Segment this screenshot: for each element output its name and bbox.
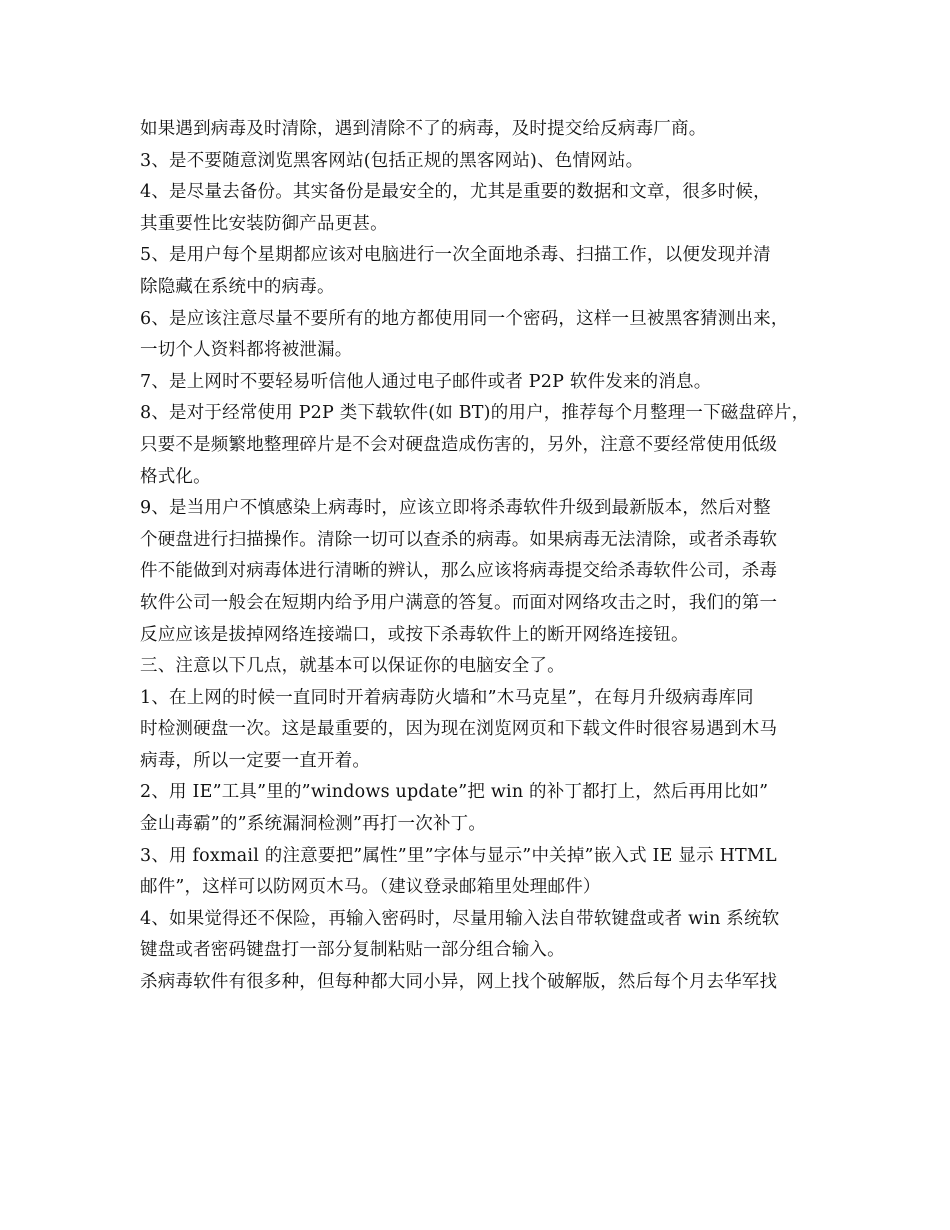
text-line: 4、是尽量去备份。其实备份是最安全的，尤其是重要的数据和文章，很多时候， <box>140 182 771 203</box>
text-line: 反应应该是拔掉网络连接端口，或按下杀毒软件上的断开网络连接钮。 <box>140 624 689 645</box>
text-line: 只要不是频繁地整理碎片是不会对硬盘造成伤害的，另外，注意不要经常使用低级 <box>140 434 778 455</box>
text-line: 时检测硬盘一次。这是最重要的，因为现在浏览网页和下载文件时很容易遇到木马 <box>140 719 778 740</box>
text-line: 3、是不要随意浏览黑客网站(包括正规的黑客网站)、色情网站。 <box>140 150 644 171</box>
text-line: 病毒，所以一定要一直开着。 <box>140 750 371 771</box>
text-line: 格式化。 <box>140 466 211 487</box>
text-line: 如果遇到病毒及时清除，遇到清除不了的病毒，及时提交给反病毒厂商。 <box>140 119 707 139</box>
text-line: 9、是当用户不慎感染上病毒时，应该立即将杀毒软件升级到最新版本，然后对整 <box>140 498 771 519</box>
text-line: 一切个人资料都将被泄漏。 <box>140 340 353 361</box>
text-line: 个硬盘进行扫描操作。清除一切可以查杀的病毒。如果病毒无法清除，或者杀毒软 <box>140 529 778 550</box>
text-line: 5、是用户每个星期都应该对电脑进行一次全面地杀毒、扫描工作，以便发现并清 <box>140 245 771 266</box>
text-line: 金山毒霸”的”系统漏洞检测”再打一次补丁。 <box>140 814 487 835</box>
text-line: 除隐藏在系统中的病毒。 <box>140 276 335 297</box>
text-line: 4、如果觉得还不保险，再输入密码时，尽量用输入法自带软键盘或者 win 系统软 <box>140 908 780 929</box>
text-line: 邮件”，这样可以防网页木马。（建议登录邮箱里处理邮件） <box>140 877 601 898</box>
text-line: 8、是对于经常使用 P2P 类下载软件(如 BT)的用户，推荐每个月整理一下磁盘碎片， <box>140 403 810 424</box>
text-line: 3、用 foxmail 的注意要把”属性”里”字体与显示”中关掉”嵌入式 IE 显示 HTML <box>140 845 777 866</box>
document-body <box>140 114 830 999</box>
text-line: 三、注意以下几点，就基本可以保证你的电脑安全了。 <box>140 656 565 677</box>
text-line: 杀病毒软件有很多种，但每种都大同小异，网上找个破解版，然后每个月去华军找 <box>140 972 778 993</box>
text-line: 键盘或者密码键盘打一部分复制粘贴一部分组合输入。 <box>140 940 565 961</box>
text-line: 2、用 IE”工具”里的”windows update”把 win 的补丁都打上，然后再用比如” <box>140 782 769 803</box>
text-line: 其重要性比安装防御产品更甚。 <box>140 213 388 234</box>
text-line: 件不能做到对病毒体进行清晰的辨认，那么应该将病毒提交给杀毒软件公司，杀毒 <box>140 561 778 582</box>
text-line: 6、是应该注意尽量不要所有的地方都使用同一个密码，这样一旦被黑客猜测出来， <box>140 308 789 329</box>
text-line: 7、是上网时不要轻易听信他人通过电子邮件或者 P2P 软件发来的消息。 <box>140 371 712 392</box>
text-line: 1、在上网的时候一直同时开着病毒防火墙和”木马克星”，在每月升级病毒库同 <box>140 687 754 708</box>
text-line: 软件公司一般会在短期内给予用户满意的答复。而面对网络攻击之时，我们的第一 <box>140 592 778 613</box>
